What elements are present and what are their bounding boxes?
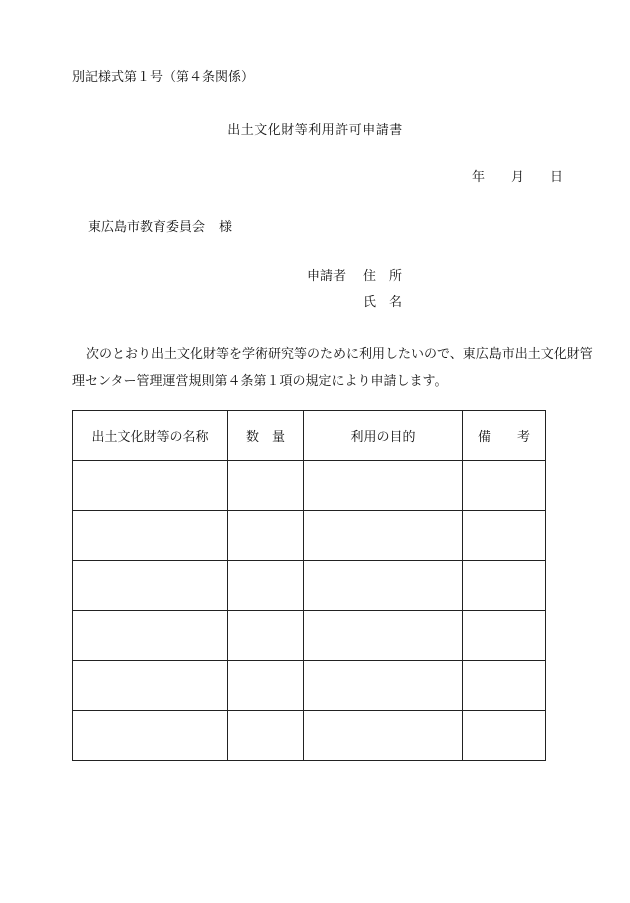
purpose-cell[interactable]: [304, 611, 463, 661]
application-body-text: 次のとおり出土文化財等を学術研究等のために利用したいので、東広島市出土文化財管理センター管理運営規則第４条第１項の規定により申請します。: [72, 347, 593, 389]
date-line: [472, 166, 563, 185]
quantity-cell[interactable]: [228, 461, 304, 511]
table-row: [73, 661, 546, 711]
header-item-name: 出土文化財等の名称: [73, 411, 228, 461]
purpose-cell[interactable]: [304, 711, 463, 761]
address-field-label: 住 所: [363, 269, 403, 284]
addressee: [88, 216, 232, 235]
purpose-cell[interactable]: [304, 511, 463, 561]
purpose-cell[interactable]: [304, 661, 463, 711]
quantity-cell[interactable]: [228, 511, 304, 561]
table-row: [73, 511, 546, 561]
date-year-label: 年: [472, 170, 486, 185]
remarks-cell[interactable]: [463, 711, 546, 761]
remarks-cell[interactable]: [463, 461, 546, 511]
table-row: [73, 561, 546, 611]
item-name-cell[interactable]: [73, 611, 228, 661]
name-field-label: 氏 名: [363, 295, 403, 310]
header-remarks: 備 考: [463, 411, 546, 461]
items-table-body: [73, 461, 546, 761]
item-name-cell[interactable]: [73, 661, 228, 711]
table-row: [73, 711, 546, 761]
form-number: 別記様式第１号（第４条関係）: [72, 70, 255, 85]
table-header-row: [73, 411, 546, 461]
applicant-label: 申請者: [307, 269, 347, 284]
quantity-cell[interactable]: [228, 611, 304, 661]
purpose-cell[interactable]: [304, 561, 463, 611]
remarks-cell[interactable]: [463, 661, 546, 711]
header-quantity: 数 量: [228, 411, 304, 461]
item-name-cell[interactable]: [73, 711, 228, 761]
header-purpose: 利用の目的: [304, 411, 463, 461]
remarks-cell[interactable]: [463, 561, 546, 611]
applicant-block: [307, 265, 402, 317]
document-title: 出土文化財等利用許可申請書: [227, 123, 403, 138]
quantity-cell[interactable]: [228, 711, 304, 761]
table-row: [73, 611, 546, 661]
item-name-cell[interactable]: [73, 461, 228, 511]
item-name-cell[interactable]: [73, 511, 228, 561]
quantity-cell[interactable]: [228, 561, 304, 611]
addressee-honorific: 様: [219, 220, 233, 235]
items-table: [72, 410, 546, 761]
purpose-cell[interactable]: [304, 461, 463, 511]
remarks-cell[interactable]: [463, 511, 546, 561]
addressee-name: 東広島市教育委員会: [88, 220, 206, 235]
remarks-cell[interactable]: [463, 611, 546, 661]
date-month-label: 月: [511, 170, 525, 185]
table-row: [73, 461, 546, 511]
quantity-cell[interactable]: [228, 661, 304, 711]
item-name-cell[interactable]: [73, 561, 228, 611]
date-day-label: 日: [550, 170, 564, 185]
